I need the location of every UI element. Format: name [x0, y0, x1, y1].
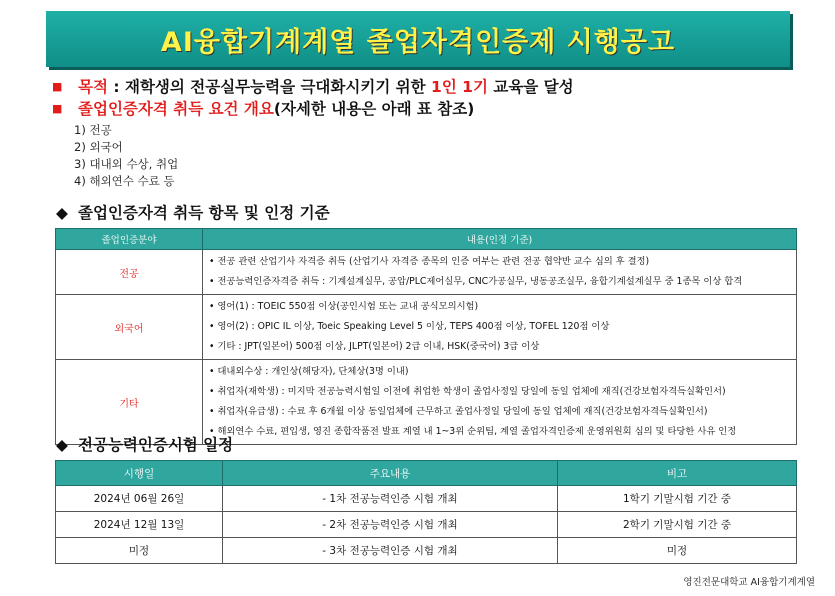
requirement-list	[74, 122, 812, 190]
table-row	[56, 250, 797, 295]
column-header: 내용(인정 기준)	[203, 229, 797, 250]
overview-line	[52, 98, 812, 120]
purpose-line	[52, 76, 812, 98]
red-square-bullet-icon: ■	[52, 80, 63, 93]
column-header: 시행일	[56, 461, 223, 486]
list-item: 2) 외국어	[74, 140, 123, 154]
date-cell: 2024년 06월 26일	[56, 486, 223, 512]
content-cell	[203, 360, 797, 445]
purpose-label: 목적	[78, 78, 108, 96]
table-row	[56, 360, 797, 445]
criteria-line: • 취업자(재학생) : 미지막 전공능력시험일 이전에 취업한 학생이 졸업사정일 당일에 동일 업체에 재직(건강보험자격득실확인서)	[209, 386, 726, 397]
criteria-line: • 기타 : JPT(일본어) 500점 이상, JLPT(일본어) 2급 이내, HSK(중국어) 3급 이상	[209, 341, 540, 352]
category-cell: 전공	[56, 250, 203, 295]
table-header-row	[56, 229, 797, 250]
column-header: 주요내용	[223, 461, 558, 486]
table-row	[56, 486, 797, 512]
content-cell: - 2차 전공능력인증 시험 개최	[223, 512, 558, 538]
note-cell: 2학기 기말시험 기간 중	[558, 512, 797, 538]
table-row	[56, 538, 797, 564]
criteria-table	[55, 228, 797, 445]
date-cell: 2024년 12월 13일	[56, 512, 223, 538]
list-item: 3) 대내외 수상, 취업	[74, 157, 179, 171]
table-header-row	[56, 461, 797, 486]
note-cell: 미정	[558, 538, 797, 564]
purpose-separator: :	[107, 78, 125, 96]
page-title: AI융합기계계열 졸업자격인증제 시행공고	[160, 26, 676, 58]
section-title: 졸업인증자격 취득 항목 및 인정 기준	[78, 204, 330, 222]
diamond-bullet-icon: ◆	[56, 436, 68, 454]
section-heading-schedule	[56, 433, 233, 455]
table-row	[56, 512, 797, 538]
criteria-line: • 대내외수상 : 개인상(해당자), 단체상(3명 이내)	[209, 366, 409, 377]
list-item: 4) 해외연수 수료 등	[74, 174, 175, 188]
overview-label: 졸업인증자격 취득 요건 개요	[78, 100, 274, 118]
category-cell: 기타	[56, 360, 203, 445]
note-cell: 1학기 기말시험 기간 중	[558, 486, 797, 512]
criteria-line: • 전공능력인증자격증 취득 : 기계설계실무, 공압/PLC제어실무, CNC가공실무, 냉동공조실무, 융합기계설계실무 중 1종목 이상 합격	[209, 276, 743, 287]
column-header: 졸업인증분야	[56, 229, 203, 250]
footer-institution: 영진전문대학교 AI융합기계계열	[683, 577, 815, 588]
content-cell	[203, 250, 797, 295]
criteria-line: • 전공 관련 산업기사 자격증 취득 (산업기사 자격증 종목의 인증 여부는 관련 전공 협약반 교수 심의 후 결정)	[209, 256, 650, 267]
purpose-highlight: 1인 1기	[431, 78, 488, 96]
purpose-text-after: 교육을 달성	[487, 78, 574, 96]
criteria-line: • 영어(1) : TOEIC 550점 이상(공인시험 또는 교내 공식모의시험)	[209, 301, 479, 312]
criteria-line: • 취업자(유급생) : 수료 후 6개월 이상 동일업체에 근무하고 졸업사정일 당일에 동일 업체에 재직(건강보험자격득실확인서)	[209, 406, 708, 417]
category-cell: 외국어	[56, 295, 203, 360]
diamond-bullet-icon: ◆	[56, 204, 68, 222]
column-header: 비고	[558, 461, 797, 486]
overview-note: (자세한 내용은 아래 표 참조)	[273, 100, 475, 118]
criteria-line: • 영어(2) : OPIC IL 이상, Toeic Speaking Level 5 이상, TEPS 400점 이상, TOFEL 120점 이상	[209, 321, 610, 332]
section-title: 전공능력인증시험 일정	[78, 436, 234, 454]
content-cell	[203, 295, 797, 360]
table-row	[56, 295, 797, 360]
title-banner	[46, 11, 790, 67]
red-square-bullet-icon: ■	[52, 102, 63, 115]
summary-bullets	[52, 76, 812, 190]
section-heading-criteria	[56, 201, 330, 223]
content-cell: - 1차 전공능력인증 시험 개최	[223, 486, 558, 512]
schedule-table	[55, 460, 797, 564]
criteria-line: • 해외연수 수료, 편입생, 영진 종합작품전 발표 계열 내 1~3위 순위팀, 계열 졸업자격인증제 운영위원회 심의 및 타당한 사유 인정	[209, 426, 737, 437]
purpose-text-before: 재학생의 전공실무능력을 극대화시키기 위한	[124, 78, 432, 96]
date-cell: 미정	[56, 538, 223, 564]
content-cell: - 3차 전공능력인증 시험 개최	[223, 538, 558, 564]
list-item: 1) 전공	[74, 123, 112, 137]
